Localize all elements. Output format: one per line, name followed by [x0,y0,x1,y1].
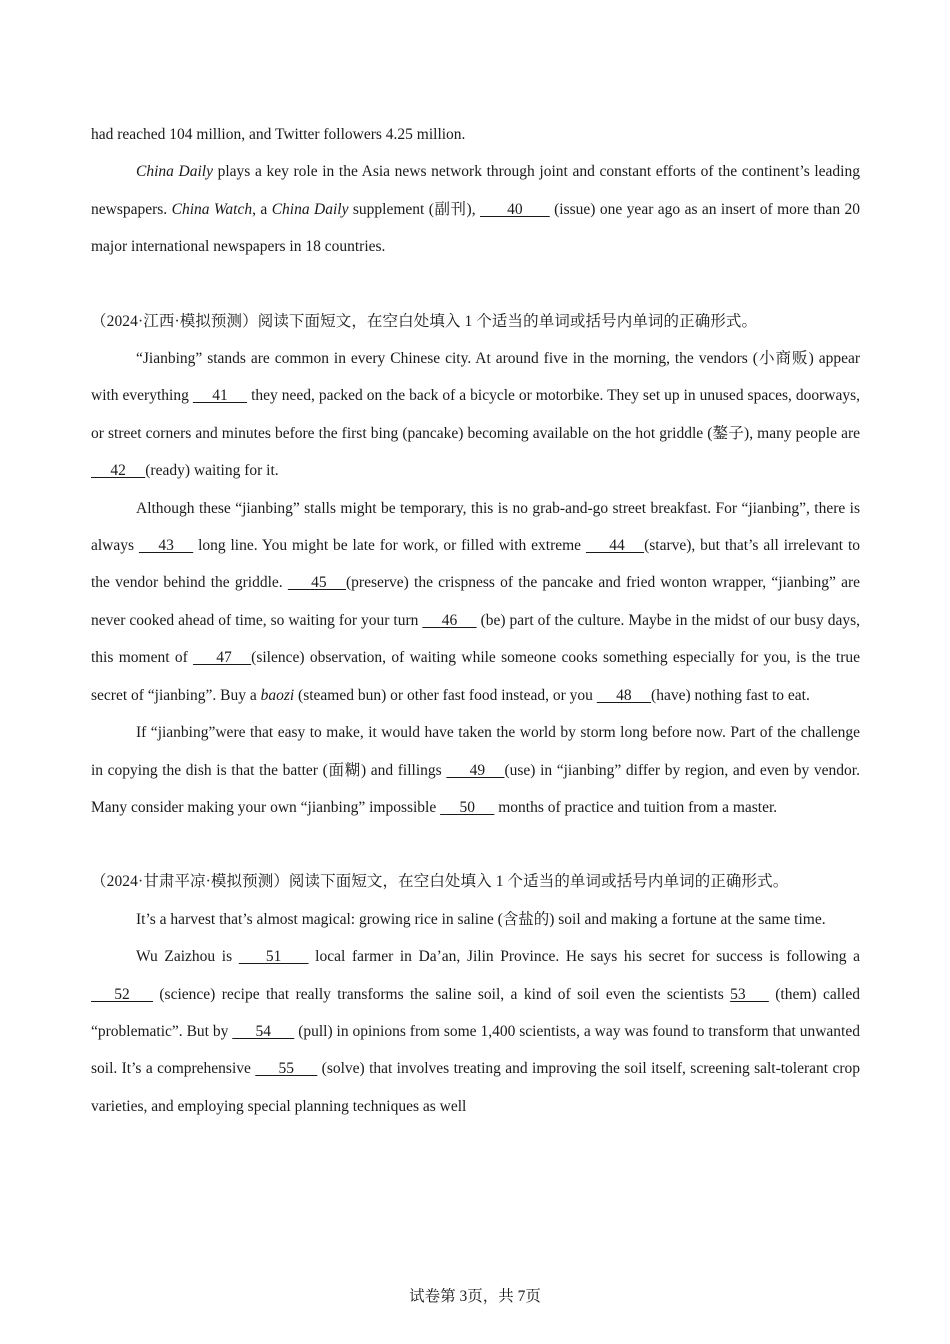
text: (use) in “jianbing” differ by region, and even by vendor. Many consider making your own “jianbing” impossible [91,761,860,816]
paragraph-jianbing-2 [91,490,860,714]
blank-47[interactable]: 47 [193,649,252,667]
text: they need, packed on the back of a bicycle or motorbike. They set up in unused spaces, doorways, or street corners and minutes before the first bing (pancake) becoming available on the hot griddle (鏊子), many people are [91,387,861,442]
text: had reached 104 million, and Twitter followers 4.25 million. [91,126,466,143]
blank-54[interactable]: 54 [232,1022,295,1040]
blank-43[interactable]: 43 [138,537,194,555]
blank-49[interactable]: 49 [446,761,505,779]
text: It’s a harvest that’s almost magical: growing rice in saline (含盐的) soil and making a fortune at the same time. [136,910,826,928]
text: (science) recipe that really transforms the saline soil, a kind of soil even the scientists [153,985,731,1003]
text: (pull) in opinions from some 1,400 scientists, a way was found to transform that unwanted soil. It’s a comprehensive [91,1022,860,1078]
paragraph-rice-2 [91,938,860,1125]
italic-title: China Daily [136,163,213,181]
blank-46[interactable]: 46 [422,611,477,629]
text: (solve) that involves treating and improving the soil itself, screening salt-tolerant crop varieties, and employing special planning techniques as well [91,1060,861,1115]
text: “Jianbing” stands are common in every Chinese city. At around five in the morning, the vendors (小商贩) appear with everything [91,350,860,405]
paragraph-jianbing-3 [91,714,860,826]
blank-48[interactable]: 48 [596,686,652,704]
text: (silence) observation, of waiting while someone cooks something especially for you, is the true secret of “jianbing”. Buy a [91,649,860,704]
text: (preserve) the crispness of the pancake and fried wonton wrapper, “jianbing” are never cooked ahead of time, so waiting for your turn [91,574,861,629]
blank-53[interactable]: 53 [730,985,769,1003]
blank-51[interactable]: 51 [238,948,309,966]
text: (starve), but that’s all irrelevant to the vendor behind the griddle. [91,537,861,592]
text: (issue) one year ago as an insert of more than 20 major international newspapers in 18 countries. [91,200,860,256]
text: (ready) waiting for it. [145,462,279,480]
text: （2024·江西·模拟预测）阅读下面短文，在空白处填入 1 个适当的单词或括号内单词的正确形式。 [91,312,758,330]
blank-45[interactable]: 45 [287,574,346,592]
text: Although these “jianbing” stalls might be temporary, this is no grab-and-go street breakfast. For “jianbing”, there is always [91,499,860,555]
continued-paragraph [91,116,860,153]
text: (have) nothing fast to eat. [651,686,810,704]
page-footer: 试卷第 3页，共 7页 [409,1288,541,1305]
text: , a [252,200,272,218]
text: supplement (副刊), [348,200,480,218]
paragraph-rice-1 [91,901,860,938]
text: local farmer in Da’an, Jilin Province. He says his secret for success is following a [308,948,861,966]
paragraph-china-daily [91,153,860,265]
page-content [91,116,860,1125]
text: If “jianbing”were that easy to make, it would have taken the world by storm long before now. Part of the challenge in copying the dish is that the batter (面糊) and fillings [91,724,860,779]
section-header-gansu [91,863,860,900]
text: (them) called “problematic”. But by [91,985,860,1040]
italic-title: China Daily [271,200,349,218]
section-header-jiangxi [91,303,860,340]
text: long line. You might be late for work, or filled with extreme [193,537,586,555]
blank-40[interactable]: 40 [479,200,550,218]
text: (steamed bun) or other fast food instead, or you [294,686,597,704]
blank-50[interactable]: 50 [440,798,495,816]
text: （2024·甘肃平凉·模拟预测）阅读下面短文，在空白处填入 1 个适当的单词或括号内单词的正确形式。 [91,873,789,891]
text: months of practice and tuition from a master. [494,798,778,816]
text: (be) part of the culture. Maybe in the midst of our busy days, this moment of [91,611,860,667]
italic-title: China Watch [171,200,253,218]
blank-55[interactable]: 55 [255,1060,318,1078]
paragraph-jianbing-1 [91,340,860,490]
text: Wu Zaizhou is [136,948,239,966]
blank-42[interactable]: 42 [91,462,146,480]
text: plays a key role in the Asia news network through joint and constant efforts of the continent’s leading newspapers. [91,163,860,218]
blank-44[interactable]: 44 [585,537,645,555]
blank-52[interactable]: 52 [91,985,153,1003]
italic-word: baozi [260,686,295,704]
blank-41[interactable]: 41 [192,387,248,405]
